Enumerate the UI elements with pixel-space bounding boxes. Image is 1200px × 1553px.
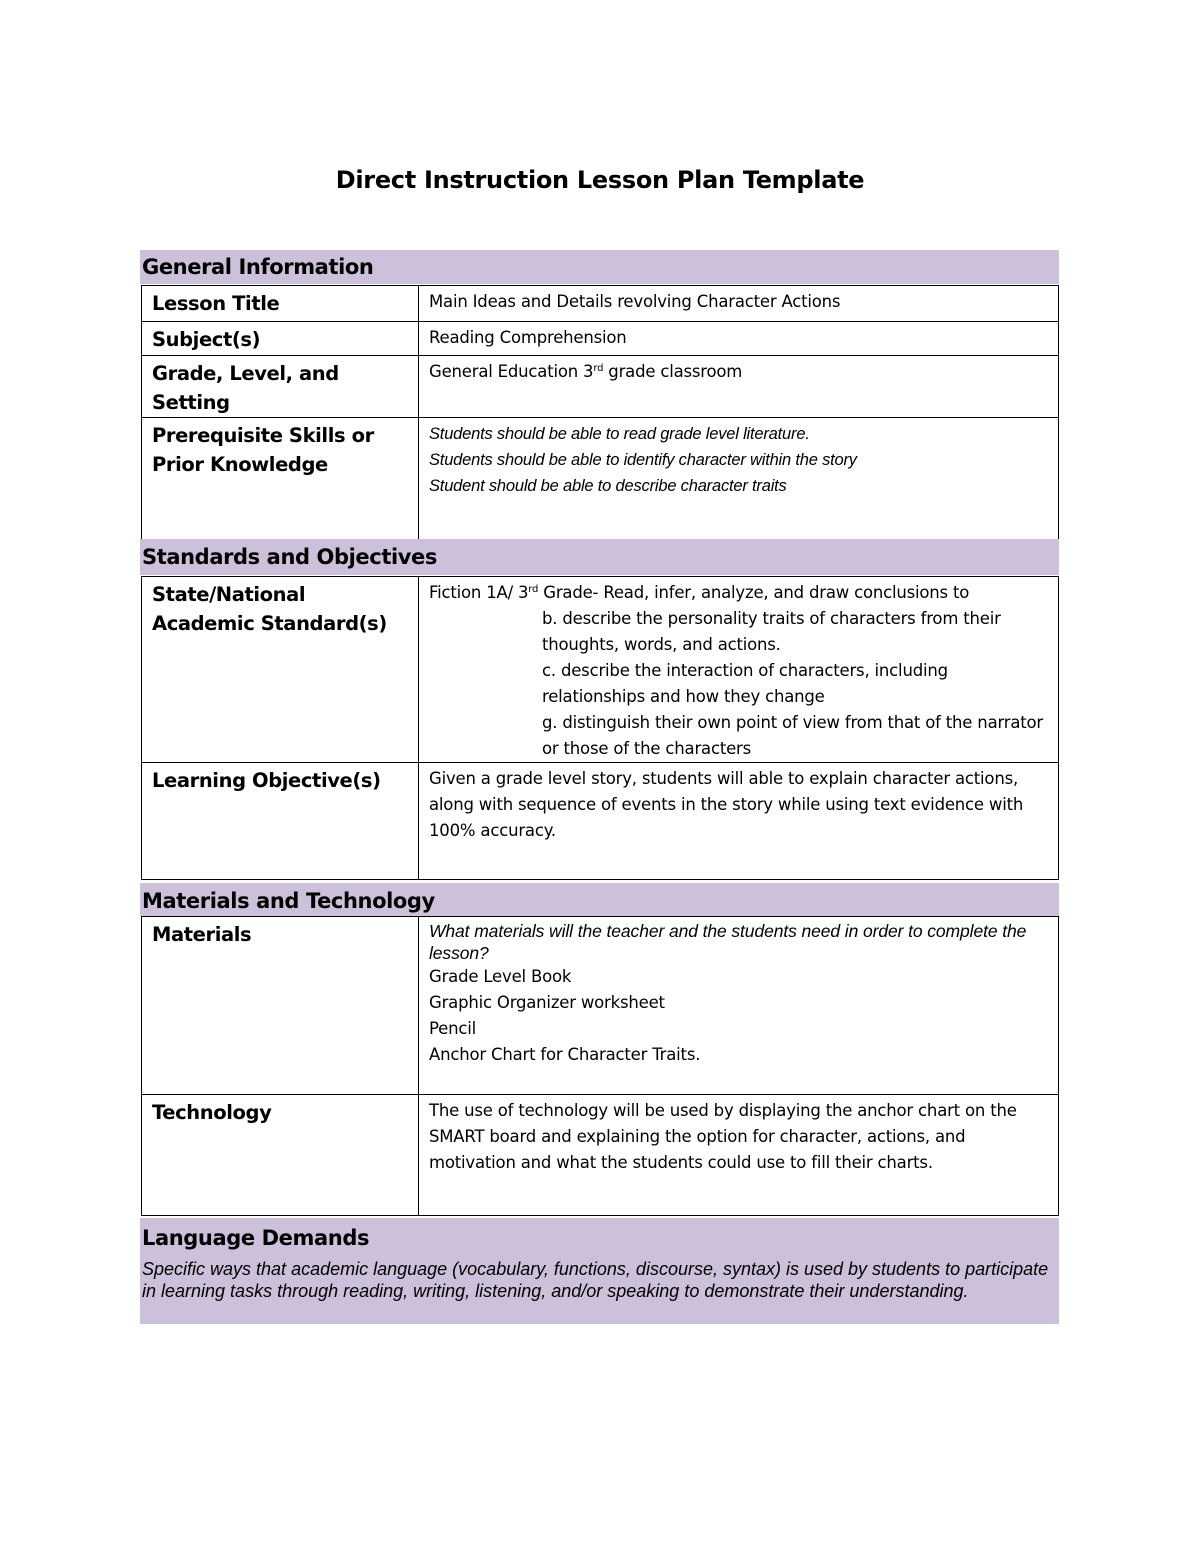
general-information-table [141,285,1059,540]
materials-item: Grade Level Book [429,967,572,986]
table-row [142,322,1059,356]
standard-intro [429,580,1048,606]
materials-item: Graphic Organizer worksheet [429,993,665,1012]
table-row [142,1095,1059,1216]
lesson-title-label: Lesson Title [142,286,419,322]
table-row [142,577,1059,763]
prereq-label: Prerequisite Skills or Prior Knowledge [142,418,419,540]
grade-value-text: General Education 3 [429,362,594,381]
learning-objective-value: Given a grade level story, students will able to explain character actions, along with sequence of events in the story while using text evidence with 100% accuracy. [419,763,1059,880]
section-header-materials [140,883,1059,916]
section-title: Materials and Technology [142,889,435,913]
prereq-line: Student should be able to describe character traits [429,477,787,495]
prereq-line: Students should be able to read grade level literature. [429,425,810,443]
technology-value: The use of technology will be used by displaying the anchor chart on the SMART board and explaining the option for character, actions, and motivation and what the students could use to fill their charts. [419,1095,1059,1216]
table-row [142,418,1059,540]
lesson-title-value: Main Ideas and Details revolving Character Actions [419,286,1059,322]
table-row [142,356,1059,418]
standard-intro-ordinal: rd [528,584,539,595]
section-language-demands [140,1218,1059,1324]
language-demands-text: Specific ways that academic language (vocabulary, functions, discourse, syntax) is used by students to participate in learning tasks through reading, writing, listening, and/or speaking to demonstrate their understanding. [142,1259,1049,1301]
grade-value-text-end: grade classroom [603,362,743,381]
standard-item: g. distinguish their own point of view from that of the narrator or those of the characters [542,713,1044,758]
state-standard-label: State/National Academic Standard(s) [142,577,419,763]
table-row [142,763,1059,880]
materials-item: Anchor Chart for Character Traits. [429,1045,701,1064]
materials-table [141,916,1059,1216]
grade-value-ordinal: rd [593,363,604,374]
section-title: Standards and Objectives [142,545,437,569]
page-title: Direct Instruction Lesson Plan Template [335,166,865,194]
grade-value [419,356,1059,418]
technology-label: Technology [142,1095,419,1216]
materials-item: Pencil [429,1019,477,1038]
learning-objective-label: Learning Objective(s) [142,763,419,880]
standard-item: b. describe the personality traits of characters from their thoughts, words, and actions. [542,609,1001,654]
materials-label: Materials [142,917,419,1095]
standard-intro-text: Fiction 1A/ 3 [429,583,529,602]
grade-label: Grade, Level, and Setting [142,356,419,418]
section-title: General Information [142,255,374,279]
prereq-value [419,418,1059,540]
section-header-standards [140,539,1059,575]
prereq-line: Students should be able to identify character within the story [429,451,857,469]
standard-intro-text-end: Grade- Read, infer, analyze, and draw conclusions to [538,583,970,602]
table-row [142,917,1059,1095]
section-header-general [140,250,1059,284]
table-row [142,286,1059,322]
subject-label: Subject(s) [142,322,419,356]
section-title: Language Demands [142,1226,370,1250]
materials-value [419,917,1059,1095]
materials-prompt: What materials will the teacher and the students need in order to complete the lesson? [429,921,1027,963]
subject-value: Reading Comprehension [419,322,1059,356]
state-standard-value [419,577,1059,763]
standards-table [141,576,1059,880]
standard-item: c. describe the interaction of characters, including relationships and how they change [542,661,948,706]
